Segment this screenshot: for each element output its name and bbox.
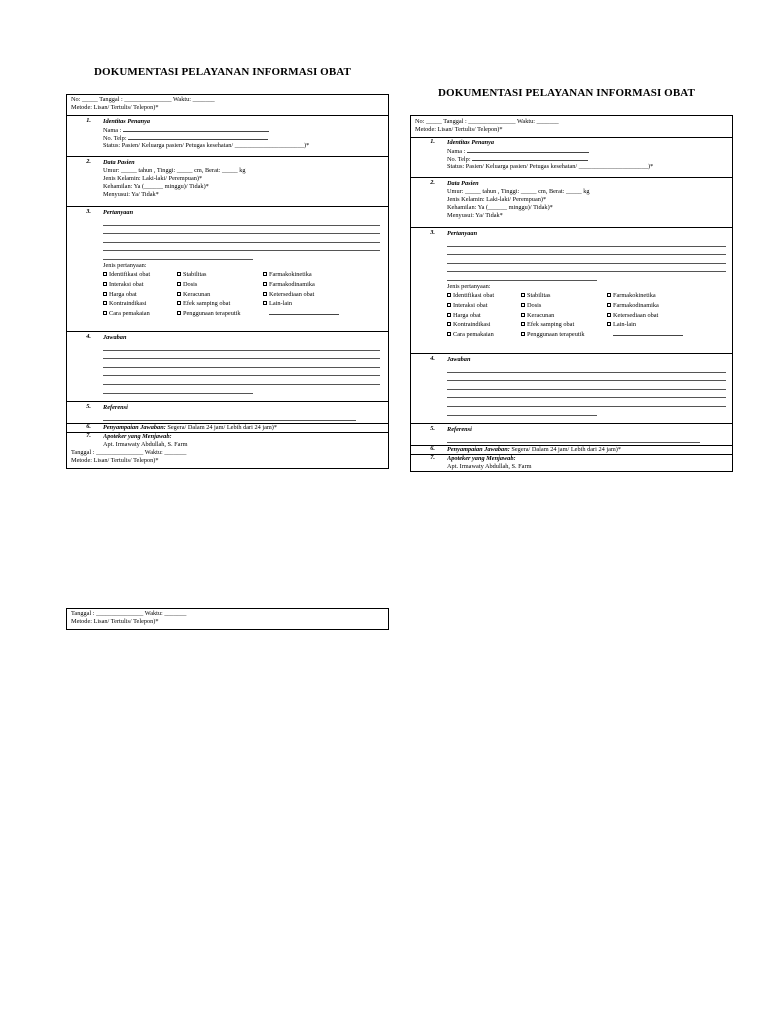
section-number: 7. [430,454,435,461]
section-referensi [411,424,732,446]
section-number: 2. [430,179,435,186]
checkbox-efek-samping[interactable]: Efek samping obat [521,320,607,330]
section-identitas [67,116,388,157]
section-apoteker [411,455,732,471]
reference-line[interactable] [103,412,356,421]
phone-field[interactable]: No. Telp: [103,134,388,142]
other-answer-line[interactable] [607,330,726,340]
checkbox-icon[interactable] [103,282,107,286]
checkbox-keracunan[interactable]: Keracunan [521,311,607,321]
answer-line[interactable] [447,398,726,407]
section-number: 6. [430,445,435,452]
section-number: 5. [430,425,435,432]
status-field[interactable]: Status: Pasien/ Keluarga pasien/ Petugas kesehatan/ ______________________)* [103,142,310,149]
section-title: Apoteker yang Menjawab: [103,433,172,440]
checkbox-icon[interactable] [521,303,525,307]
status-field[interactable]: Status: Pasien/ Keluarga pasien/ Petugas kesehatan/ ______________________)* [447,163,654,170]
reference-line[interactable] [447,434,700,443]
page-title-left: DOKUMENTASI PELAYANAN INFORMASI OBAT [94,66,351,78]
checkbox-cara-pemakaian[interactable]: Cara pemakaian [103,309,177,319]
method-line[interactable]: Metode: Lisan/ Tertulis/ Telepon)* [71,618,159,625]
section-title: Data Pasien [103,159,135,166]
checkbox-icon[interactable] [447,293,451,297]
section-number: 7. [86,432,91,439]
checkbox-icon[interactable] [177,272,181,276]
checkbox-kontraindikasi[interactable]: Kontraindikasi [447,320,521,330]
section-number: 4. [86,333,91,340]
checkbox-keracunan[interactable]: Keracunan [177,290,263,300]
checkbox-icon[interactable] [607,303,611,307]
checkbox-interaksi[interactable]: Interaksi obat [103,280,177,290]
section-penyampaian [411,446,732,455]
pregnancy-field[interactable]: Kehamilan: Ya (______ minggu)/ Tidak)* [103,183,209,190]
checkbox-icon[interactable] [263,272,267,276]
checkbox-harga[interactable]: Harga obat [447,311,521,321]
checkbox-icon[interactable] [447,322,451,326]
answer-line[interactable] [103,376,380,385]
checkbox-lain-lain[interactable]: Lain-lain [263,299,380,309]
answer-line[interactable] [103,251,253,260]
section-data-pasien [67,157,388,207]
phone-field[interactable]: No. Telp: [447,155,732,163]
answer-line[interactable] [103,234,380,243]
checkbox-identifikasi[interactable]: Identifikasi obat [447,291,521,301]
checkbox-icon[interactable] [103,292,107,296]
checkbox-ketersediaan[interactable]: Ketersediaan obat [607,311,726,321]
no-date-time-line[interactable]: No: _____ Tanggal : _______________ Waktu: _______ [71,96,215,103]
checkbox-icon[interactable] [177,282,181,286]
checkbox-interaksi[interactable]: Interaksi obat [447,301,521,311]
age-height-weight-field[interactable]: Umur: _____ tahun , Tinggi: _____ cm, Berat: _____ kg [447,188,590,195]
method-line[interactable]: Metode: Lisan/ Tertulis/ Telepon)* [71,104,159,111]
section-jawaban [411,354,732,424]
form-right [410,115,733,472]
checkbox-icon[interactable] [607,313,611,317]
delivery-field[interactable]: Penyampaian Jawaban: Segera/ Dalam 24 jam/ Lebih dari 24 jam)* [103,424,278,431]
nursing-field[interactable]: Menyusui: Ya/ Tidak* [103,191,159,198]
question-types-label: Jenis pertanyaan: [447,282,491,290]
section-title: Referensi [103,404,128,411]
section-referensi [67,402,388,424]
section-penyampaian [67,424,388,433]
section-title: Pertanyaan [103,209,134,216]
question-types-grid [103,270,380,319]
name-field[interactable]: Nama : [447,147,732,155]
section-number: 1. [86,117,91,124]
checkbox-penggunaan-terapeutik[interactable]: Penggunaan terapeutik [521,330,607,340]
section-data-pasien [411,178,732,228]
checkbox-farmakodinamika[interactable]: Farmakodinamika [607,301,726,311]
checkbox-icon[interactable] [447,313,451,317]
answer-line[interactable] [103,217,380,226]
section-identitas [411,138,732,178]
checkbox-lain-lain[interactable]: Lain-lain [607,320,726,330]
section-number: 1. [430,138,435,145]
answer-line[interactable] [103,342,380,351]
section-number: 2. [86,158,91,165]
checkbox-kontraindikasi[interactable]: Kontraindikasi [103,299,177,309]
checkbox-ketersediaan[interactable]: Ketersediaan obat [263,290,380,300]
answer-line[interactable] [447,264,726,273]
checkbox-farmakodinamika[interactable]: Farmakodinamika [263,280,380,290]
checkbox-icon[interactable] [521,322,525,326]
answer-line[interactable] [103,243,380,252]
section-number: 3. [430,229,435,236]
section-title: Apoteker yang Menjawab: [447,455,516,462]
checkbox-harga[interactable]: Harga obat [103,290,177,300]
checkbox-penggunaan-terapeutik[interactable]: Penggunaan terapeutik [177,309,263,319]
checkbox-dosis[interactable]: Dosis [177,280,263,290]
age-height-weight-field[interactable]: Umur: _____ tahun , Tinggi: _____ cm, Berat: _____ kg [103,167,246,174]
answer-line[interactable] [447,407,597,416]
section-pertanyaan [67,207,388,332]
answer-line[interactable] [447,364,726,373]
method-line[interactable]: Metode: Lisan/ Tertulis/ Telepon)* [71,457,159,464]
checkbox-icon[interactable] [263,282,267,286]
checkbox-icon[interactable] [521,313,525,317]
checkbox-icon[interactable] [103,311,107,315]
checkbox-icon[interactable] [607,293,611,297]
answer-line[interactable] [447,272,597,281]
checkbox-farmakokinetika[interactable]: Farmakokinetika [263,270,380,280]
form-left [66,94,389,469]
answer-line[interactable] [447,381,726,390]
section-title: Referensi [447,426,472,433]
checkbox-icon[interactable] [521,332,525,336]
checkbox-icon[interactable] [103,301,107,305]
sex-field[interactable]: Jenis Kelamin: Laki-laki/ Perempuan)* [447,196,547,203]
checkbox-icon[interactable] [103,272,107,276]
no-date-time-line[interactable]: No: _____ Tanggal : _______________ Waktu: _______ [415,118,559,125]
section-title: Data Pasien [447,180,479,187]
page-title-right: DOKUMENTASI PELAYANAN INFORMASI OBAT [438,87,695,99]
other-answer-line[interactable] [263,309,380,319]
section-title: Jawaban [447,356,471,363]
checkbox-dosis[interactable]: Dosis [521,301,607,311]
answer-line[interactable] [447,255,726,264]
answer-line[interactable] [103,368,380,377]
checkbox-icon[interactable] [447,303,451,307]
checkbox-efek-samping[interactable]: Efek samping obat [177,299,263,309]
section-title: Identitas Penanya [103,118,151,125]
answer-line[interactable] [103,226,380,235]
pharmacist-name: Apt. Irmawaty Abdullah, S. Farm [103,441,188,448]
checkbox-icon[interactable] [263,301,267,305]
section-number: 3. [86,208,91,215]
checkbox-identifikasi[interactable]: Identifikasi obat [103,270,177,280]
answer-line[interactable] [103,385,253,394]
header-row [67,95,388,116]
checkbox-stabilitas[interactable]: Stabilitas [521,291,607,301]
answer-line[interactable] [103,359,380,368]
checkbox-icon[interactable] [263,292,267,296]
pregnancy-field[interactable]: Kehamilan: Ya (______ minggu)/ Tidak)* [447,204,553,211]
pharmacist-name: Apt. Irmawaty Abdullah, S. Farm [447,463,532,470]
checkbox-icon[interactable] [521,293,525,297]
checkbox-icon[interactable] [607,322,611,326]
method-line[interactable]: Metode: Lisan/ Tertulis/ Telepon)* [415,126,503,133]
delivery-field[interactable]: Penyampaian Jawaban: Segera/ Dalam 24 jam/ Lebih dari 24 jam)* [447,446,622,453]
form-left-footer-box [66,608,389,630]
checkbox-cara-pemakaian[interactable]: Cara pemakaian [447,330,521,340]
section-pertanyaan [411,228,732,354]
question-types-label: Jenis pertanyaan: [103,261,147,269]
answer-line[interactable] [447,373,726,382]
nursing-field[interactable]: Menyusui: Ya/ Tidak* [447,212,503,219]
header-row [411,116,732,138]
section-title: Jawaban [103,334,127,341]
checkbox-icon[interactable] [177,301,181,305]
answer-line[interactable] [447,390,726,399]
answer-line[interactable] [103,351,380,360]
answer-line[interactable] [447,238,726,247]
date-time-line[interactable]: Tanggal : _______________ Waktu: _______ [71,449,187,456]
checkbox-icon[interactable] [447,332,451,336]
section-jawaban [67,332,388,402]
sex-field[interactable]: Jenis Kelamin: Laki-laki/ Perempuan)* [103,175,203,182]
checkbox-icon[interactable] [177,292,181,296]
name-field[interactable]: Nama : [103,126,388,134]
section-apoteker [67,433,388,467]
checkbox-stabilitas[interactable]: Stabilitas [177,270,263,280]
section-number: 6. [86,423,91,430]
section-title: Identitas Penanya [447,139,495,146]
checkbox-farmakokinetika[interactable]: Farmakokinetika [607,291,726,301]
checkbox-icon[interactable] [177,311,181,315]
section-title: Pertanyaan [447,230,478,237]
question-types-grid [447,291,726,340]
section-number: 5. [86,403,91,410]
section-number: 4. [430,355,435,362]
date-time-line[interactable]: Tanggal : _______________ Waktu: _______ [71,610,187,617]
answer-line[interactable] [447,247,726,256]
